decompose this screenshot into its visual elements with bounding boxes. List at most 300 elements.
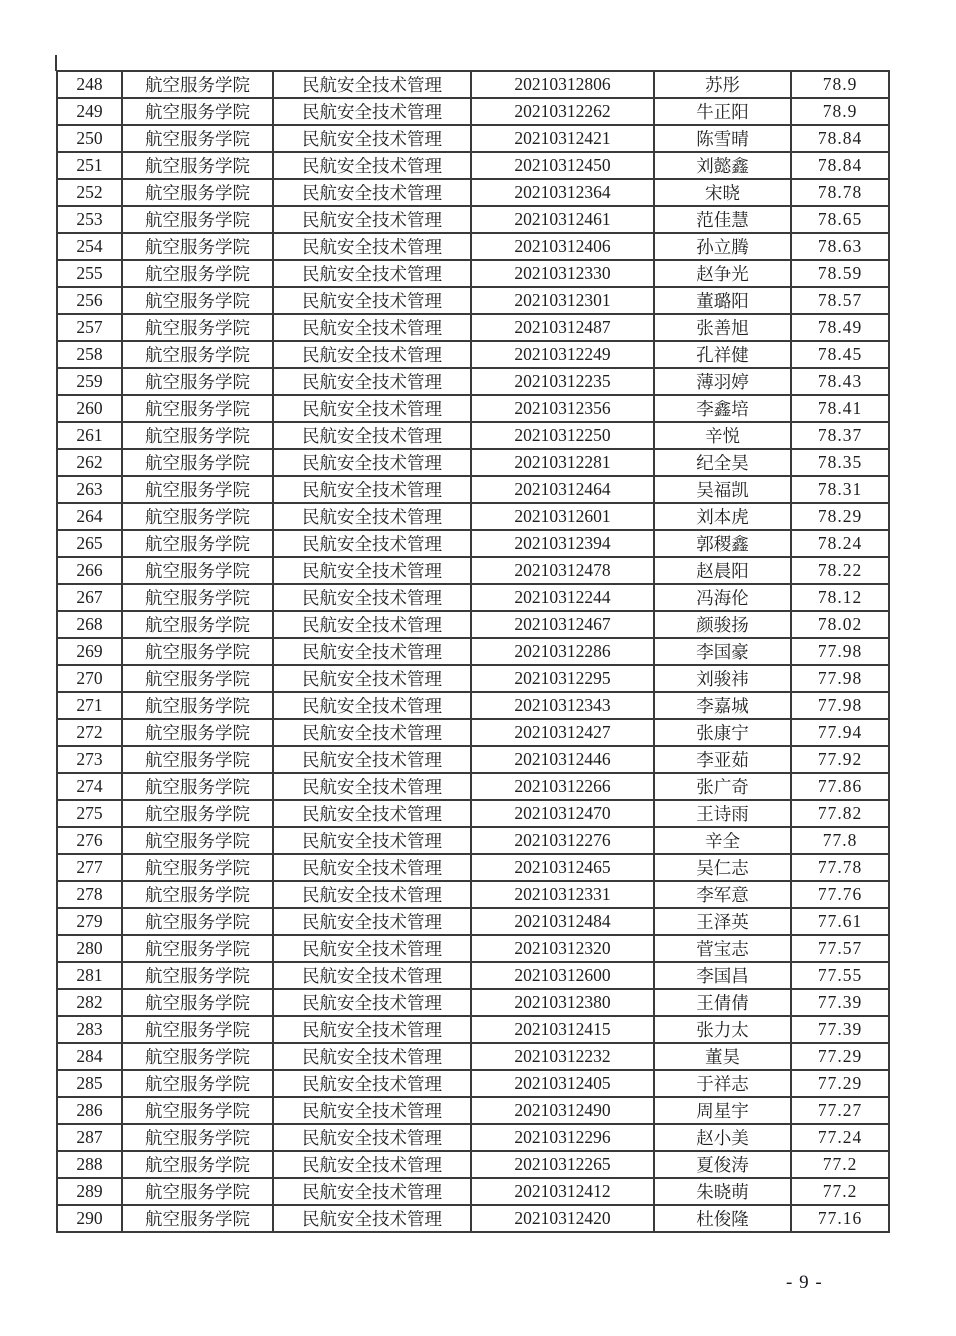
cell-score: 78.35 (791, 449, 889, 476)
cell-rank: 275 (57, 800, 122, 827)
table-row (57, 1205, 889, 1232)
cell-college: 航空服务学院 (122, 854, 273, 881)
table-row (57, 1070, 889, 1097)
table-row (57, 179, 889, 206)
cell-name: 李国豪 (654, 638, 791, 665)
cell-exam-id: 20210312262 (471, 98, 654, 125)
cell-name: 董璐阳 (654, 287, 791, 314)
cell-major: 民航安全技术管理 (273, 935, 471, 962)
cell-score: 78.59 (791, 260, 889, 287)
cell-name: 吴福凯 (654, 476, 791, 503)
cell-rank: 268 (57, 611, 122, 638)
cell-major: 民航安全技术管理 (273, 773, 471, 800)
cell-college: 航空服务学院 (122, 233, 273, 260)
cell-major: 民航安全技术管理 (273, 260, 471, 287)
cell-score: 77.57 (791, 935, 889, 962)
cell-name: 宋晓 (654, 179, 791, 206)
table-row (57, 854, 889, 881)
cell-rank: 272 (57, 719, 122, 746)
cell-major: 民航安全技术管理 (273, 1097, 471, 1124)
cell-major: 民航安全技术管理 (273, 665, 471, 692)
cell-name: 陈雪晴 (654, 125, 791, 152)
cell-rank: 269 (57, 638, 122, 665)
cell-college: 航空服务学院 (122, 341, 273, 368)
cell-college: 航空服务学院 (122, 773, 273, 800)
cell-name: 辛悦 (654, 422, 791, 449)
cell-exam-id: 20210312450 (471, 152, 654, 179)
cell-college: 航空服务学院 (122, 368, 273, 395)
cell-college: 航空服务学院 (122, 98, 273, 125)
cell-rank: 260 (57, 395, 122, 422)
table-row (57, 962, 889, 989)
cell-score: 78.57 (791, 287, 889, 314)
table-row (57, 746, 889, 773)
cell-exam-id: 20210312464 (471, 476, 654, 503)
cell-major: 民航安全技术管理 (273, 152, 471, 179)
cell-college: 航空服务学院 (122, 719, 273, 746)
cell-rank: 288 (57, 1151, 122, 1178)
cell-college: 航空服务学院 (122, 1070, 273, 1097)
cell-score: 77.2 (791, 1151, 889, 1178)
cell-major: 民航安全技术管理 (273, 1043, 471, 1070)
cell-exam-id: 20210312405 (471, 1070, 654, 1097)
cell-score: 77.98 (791, 692, 889, 719)
cell-name: 冯海伦 (654, 584, 791, 611)
cell-major: 民航安全技术管理 (273, 1016, 471, 1043)
cell-major: 民航安全技术管理 (273, 719, 471, 746)
cell-name: 苏彤 (654, 71, 791, 98)
cell-score: 78.37 (791, 422, 889, 449)
cell-major: 民航安全技术管理 (273, 989, 471, 1016)
cell-score: 78.29 (791, 503, 889, 530)
cell-score: 78.49 (791, 314, 889, 341)
cell-rank: 252 (57, 179, 122, 206)
cell-major: 民航安全技术管理 (273, 314, 471, 341)
cell-score: 77.98 (791, 638, 889, 665)
cell-name: 牛正阳 (654, 98, 791, 125)
cell-score: 77.2 (791, 1178, 889, 1205)
table-row (57, 206, 889, 233)
cell-exam-id: 20210312232 (471, 1043, 654, 1070)
cell-name: 颜骏扬 (654, 611, 791, 638)
cell-exam-id: 20210312235 (471, 368, 654, 395)
cell-name: 于祥志 (654, 1070, 791, 1097)
cell-rank: 276 (57, 827, 122, 854)
table-row (57, 800, 889, 827)
cell-major: 民航安全技术管理 (273, 962, 471, 989)
cell-major: 民航安全技术管理 (273, 503, 471, 530)
cell-rank: 251 (57, 152, 122, 179)
cell-name: 董昊 (654, 1043, 791, 1070)
cell-exam-id: 20210312427 (471, 719, 654, 746)
cell-rank: 271 (57, 692, 122, 719)
table-row (57, 422, 889, 449)
table-row (57, 611, 889, 638)
cell-college: 航空服务学院 (122, 962, 273, 989)
cell-name: 刘本虎 (654, 503, 791, 530)
cell-rank: 255 (57, 260, 122, 287)
cell-college: 航空服务学院 (122, 1043, 273, 1070)
table-row (57, 584, 889, 611)
cell-score: 78.9 (791, 71, 889, 98)
cell-rank: 262 (57, 449, 122, 476)
cell-college: 航空服务学院 (122, 71, 273, 98)
cell-college: 航空服务学院 (122, 746, 273, 773)
table-row (57, 287, 889, 314)
cell-major: 民航安全技术管理 (273, 206, 471, 233)
cell-major: 民航安全技术管理 (273, 1205, 471, 1232)
cell-name: 赵晨阳 (654, 557, 791, 584)
cell-exam-id: 20210312406 (471, 233, 654, 260)
table-row (57, 638, 889, 665)
cell-major: 民航安全技术管理 (273, 800, 471, 827)
cell-major: 民航安全技术管理 (273, 1124, 471, 1151)
cell-score: 77.78 (791, 854, 889, 881)
table-row (57, 368, 889, 395)
cell-college: 航空服务学院 (122, 314, 273, 341)
cell-score: 77.98 (791, 665, 889, 692)
cell-exam-id: 20210312244 (471, 584, 654, 611)
cell-exam-id: 20210312415 (471, 1016, 654, 1043)
cell-score: 78.84 (791, 125, 889, 152)
cell-name: 张善旭 (654, 314, 791, 341)
cell-name: 李鑫培 (654, 395, 791, 422)
cell-score: 78.78 (791, 179, 889, 206)
table-row (57, 692, 889, 719)
cell-name: 王泽英 (654, 908, 791, 935)
cell-exam-id: 20210312266 (471, 773, 654, 800)
cell-name: 菅宝志 (654, 935, 791, 962)
cell-exam-id: 20210312600 (471, 962, 654, 989)
cell-college: 航空服务学院 (122, 881, 273, 908)
cell-major: 民航安全技术管理 (273, 395, 471, 422)
cell-rank: 263 (57, 476, 122, 503)
cell-score: 77.94 (791, 719, 889, 746)
cell-score: 77.39 (791, 989, 889, 1016)
cell-name: 李亚茹 (654, 746, 791, 773)
cell-major: 民航安全技术管理 (273, 422, 471, 449)
cell-exam-id: 20210312601 (471, 503, 654, 530)
table-row (57, 1124, 889, 1151)
cell-exam-id: 20210312478 (471, 557, 654, 584)
cell-major: 民航安全技术管理 (273, 881, 471, 908)
cell-name: 薄羽婷 (654, 368, 791, 395)
cell-name: 李嘉城 (654, 692, 791, 719)
table-row (57, 233, 889, 260)
table-row (57, 773, 889, 800)
cell-college: 航空服务学院 (122, 557, 273, 584)
cell-score: 78.84 (791, 152, 889, 179)
cell-rank: 278 (57, 881, 122, 908)
table-row (57, 1151, 889, 1178)
cell-rank: 264 (57, 503, 122, 530)
cell-major: 民航安全技术管理 (273, 854, 471, 881)
cell-college: 航空服务学院 (122, 1016, 273, 1043)
table-row (57, 908, 889, 935)
cell-major: 民航安全技术管理 (273, 638, 471, 665)
table-row (57, 98, 889, 125)
cell-major: 民航安全技术管理 (273, 98, 471, 125)
cell-exam-id: 20210312286 (471, 638, 654, 665)
cell-rank: 284 (57, 1043, 122, 1070)
cell-major: 民航安全技术管理 (273, 449, 471, 476)
cell-college: 航空服务学院 (122, 692, 273, 719)
cell-major: 民航安全技术管理 (273, 611, 471, 638)
cell-college: 航空服务学院 (122, 584, 273, 611)
cell-college: 航空服务学院 (122, 449, 273, 476)
cell-name: 张广奇 (654, 773, 791, 800)
table-row (57, 881, 889, 908)
table-row (57, 503, 889, 530)
cell-exam-id: 20210312356 (471, 395, 654, 422)
cell-exam-id: 20210312343 (471, 692, 654, 719)
cell-college: 航空服务学院 (122, 1097, 273, 1124)
cell-rank: 257 (57, 314, 122, 341)
cell-college: 航空服务学院 (122, 989, 273, 1016)
cell-exam-id: 20210312301 (471, 287, 654, 314)
cell-score: 77.86 (791, 773, 889, 800)
cell-college: 航空服务学院 (122, 476, 273, 503)
cell-major: 民航安全技术管理 (273, 908, 471, 935)
cell-college: 航空服务学院 (122, 530, 273, 557)
cell-exam-id: 20210312420 (471, 1205, 654, 1232)
cell-name: 周星宇 (654, 1097, 791, 1124)
cell-rank: 249 (57, 98, 122, 125)
cell-score: 78.22 (791, 557, 889, 584)
cell-college: 航空服务学院 (122, 152, 273, 179)
cell-major: 民航安全技术管理 (273, 476, 471, 503)
cell-exam-id: 20210312296 (471, 1124, 654, 1151)
cell-exam-id: 20210312806 (471, 71, 654, 98)
cell-exam-id: 20210312331 (471, 881, 654, 908)
cell-college: 航空服务学院 (122, 908, 273, 935)
cell-college: 航空服务学院 (122, 665, 273, 692)
cell-name: 刘懿鑫 (654, 152, 791, 179)
cell-name: 杜俊隆 (654, 1205, 791, 1232)
cell-exam-id: 20210312295 (471, 665, 654, 692)
table-row (57, 125, 889, 152)
cell-rank: 273 (57, 746, 122, 773)
cell-score: 78.45 (791, 341, 889, 368)
cell-score: 77.24 (791, 1124, 889, 1151)
cell-rank: 281 (57, 962, 122, 989)
cell-name: 纪全昊 (654, 449, 791, 476)
cell-rank: 248 (57, 71, 122, 98)
cell-name: 张康宁 (654, 719, 791, 746)
cell-college: 航空服务学院 (122, 503, 273, 530)
cell-rank: 253 (57, 206, 122, 233)
table-row (57, 530, 889, 557)
cell-exam-id: 20210312461 (471, 206, 654, 233)
cell-exam-id: 20210312276 (471, 827, 654, 854)
cell-major: 民航安全技术管理 (273, 71, 471, 98)
cell-college: 航空服务学院 (122, 827, 273, 854)
cell-rank: 274 (57, 773, 122, 800)
table-row (57, 449, 889, 476)
cell-score: 78.43 (791, 368, 889, 395)
table-row (57, 341, 889, 368)
cell-exam-id: 20210312490 (471, 1097, 654, 1124)
cell-major: 民航安全技术管理 (273, 1178, 471, 1205)
cell-rank: 283 (57, 1016, 122, 1043)
cell-score: 77.55 (791, 962, 889, 989)
cell-score: 77.76 (791, 881, 889, 908)
cell-rank: 290 (57, 1205, 122, 1232)
cell-college: 航空服务学院 (122, 125, 273, 152)
cell-score: 78.65 (791, 206, 889, 233)
cell-score: 78.41 (791, 395, 889, 422)
cell-rank: 286 (57, 1097, 122, 1124)
page-number: - 9 - (786, 1272, 823, 1293)
cell-college: 航空服务学院 (122, 287, 273, 314)
cell-name: 范佳慧 (654, 206, 791, 233)
cell-exam-id: 20210312446 (471, 746, 654, 773)
table-row (57, 665, 889, 692)
cell-major: 民航安全技术管理 (273, 1151, 471, 1178)
cell-name: 孙立腾 (654, 233, 791, 260)
cell-score: 78.12 (791, 584, 889, 611)
table-row (57, 314, 889, 341)
table-row (57, 1097, 889, 1124)
cell-score: 77.29 (791, 1070, 889, 1097)
cell-college: 航空服务学院 (122, 800, 273, 827)
cell-score: 78.31 (791, 476, 889, 503)
cell-major: 民航安全技术管理 (273, 233, 471, 260)
cell-exam-id: 20210312487 (471, 314, 654, 341)
cell-name: 吴仁志 (654, 854, 791, 881)
cell-exam-id: 20210312250 (471, 422, 654, 449)
cell-college: 航空服务学院 (122, 1205, 273, 1232)
table-row (57, 1016, 889, 1043)
cell-score: 77.8 (791, 827, 889, 854)
score-table (56, 70, 890, 1233)
table-row (57, 1178, 889, 1205)
cell-name: 张力太 (654, 1016, 791, 1043)
cell-name: 李军意 (654, 881, 791, 908)
cell-college: 航空服务学院 (122, 206, 273, 233)
cell-college: 航空服务学院 (122, 1178, 273, 1205)
table-row (57, 989, 889, 1016)
cell-name: 赵争光 (654, 260, 791, 287)
table-row (57, 152, 889, 179)
cell-rank: 266 (57, 557, 122, 584)
cell-exam-id: 20210312470 (471, 800, 654, 827)
cell-college: 航空服务学院 (122, 260, 273, 287)
cell-major: 民航安全技术管理 (273, 746, 471, 773)
cell-college: 航空服务学院 (122, 638, 273, 665)
table-row (57, 719, 889, 746)
cell-major: 民航安全技术管理 (273, 1070, 471, 1097)
cell-rank: 282 (57, 989, 122, 1016)
cell-name: 郭稷鑫 (654, 530, 791, 557)
cell-score: 78.63 (791, 233, 889, 260)
cell-name: 王倩倩 (654, 989, 791, 1016)
cell-score: 77.27 (791, 1097, 889, 1124)
cell-rank: 285 (57, 1070, 122, 1097)
cell-college: 航空服务学院 (122, 422, 273, 449)
cell-major: 民航安全技术管理 (273, 287, 471, 314)
cell-exam-id: 20210312484 (471, 908, 654, 935)
cell-college: 航空服务学院 (122, 395, 273, 422)
cell-exam-id: 20210312421 (471, 125, 654, 152)
cell-exam-id: 20210312320 (471, 935, 654, 962)
cell-major: 民航安全技术管理 (273, 530, 471, 557)
table-row (57, 1043, 889, 1070)
cell-rank: 277 (57, 854, 122, 881)
cell-name: 辛全 (654, 827, 791, 854)
cell-score: 77.82 (791, 800, 889, 827)
cell-major: 民航安全技术管理 (273, 368, 471, 395)
cell-exam-id: 20210312330 (471, 260, 654, 287)
cell-score: 78.24 (791, 530, 889, 557)
cell-exam-id: 20210312281 (471, 449, 654, 476)
cell-college: 航空服务学院 (122, 1151, 273, 1178)
cell-exam-id: 20210312412 (471, 1178, 654, 1205)
cell-exam-id: 20210312467 (471, 611, 654, 638)
cell-college: 航空服务学院 (122, 1124, 273, 1151)
cell-major: 民航安全技术管理 (273, 827, 471, 854)
cell-major: 民航安全技术管理 (273, 692, 471, 719)
cell-rank: 256 (57, 287, 122, 314)
cell-name: 李国昌 (654, 962, 791, 989)
cell-rank: 259 (57, 368, 122, 395)
table-row (57, 827, 889, 854)
table-row (57, 557, 889, 584)
table-row (57, 395, 889, 422)
cell-rank: 265 (57, 530, 122, 557)
table-row (57, 935, 889, 962)
cell-score: 78.02 (791, 611, 889, 638)
cell-rank: 289 (57, 1178, 122, 1205)
cell-name: 王诗雨 (654, 800, 791, 827)
cell-rank: 287 (57, 1124, 122, 1151)
table-row (57, 476, 889, 503)
cell-name: 赵小美 (654, 1124, 791, 1151)
cell-name: 朱晓萌 (654, 1178, 791, 1205)
cell-major: 民航安全技术管理 (273, 557, 471, 584)
cell-rank: 261 (57, 422, 122, 449)
cell-rank: 267 (57, 584, 122, 611)
cell-exam-id: 20210312394 (471, 530, 654, 557)
cell-major: 民航安全技术管理 (273, 179, 471, 206)
table-row (57, 71, 889, 98)
cell-rank: 258 (57, 341, 122, 368)
cell-score: 77.92 (791, 746, 889, 773)
cell-name: 夏俊涛 (654, 1151, 791, 1178)
table-edge-artifact (55, 55, 57, 71)
cell-exam-id: 20210312364 (471, 179, 654, 206)
cell-rank: 254 (57, 233, 122, 260)
cell-rank: 280 (57, 935, 122, 962)
cell-score: 77.39 (791, 1016, 889, 1043)
cell-exam-id: 20210312265 (471, 1151, 654, 1178)
cell-major: 民航安全技术管理 (273, 125, 471, 152)
cell-college: 航空服务学院 (122, 611, 273, 638)
cell-exam-id: 20210312465 (471, 854, 654, 881)
cell-score: 77.16 (791, 1205, 889, 1232)
cell-name: 孔祥健 (654, 341, 791, 368)
cell-name: 刘骏祎 (654, 665, 791, 692)
cell-score: 77.29 (791, 1043, 889, 1070)
cell-college: 航空服务学院 (122, 935, 273, 962)
cell-rank: 250 (57, 125, 122, 152)
cell-major: 民航安全技术管理 (273, 341, 471, 368)
cell-score: 77.61 (791, 908, 889, 935)
cell-exam-id: 20210312380 (471, 989, 654, 1016)
cell-exam-id: 20210312249 (471, 341, 654, 368)
cell-college: 航空服务学院 (122, 179, 273, 206)
cell-major: 民航安全技术管理 (273, 584, 471, 611)
